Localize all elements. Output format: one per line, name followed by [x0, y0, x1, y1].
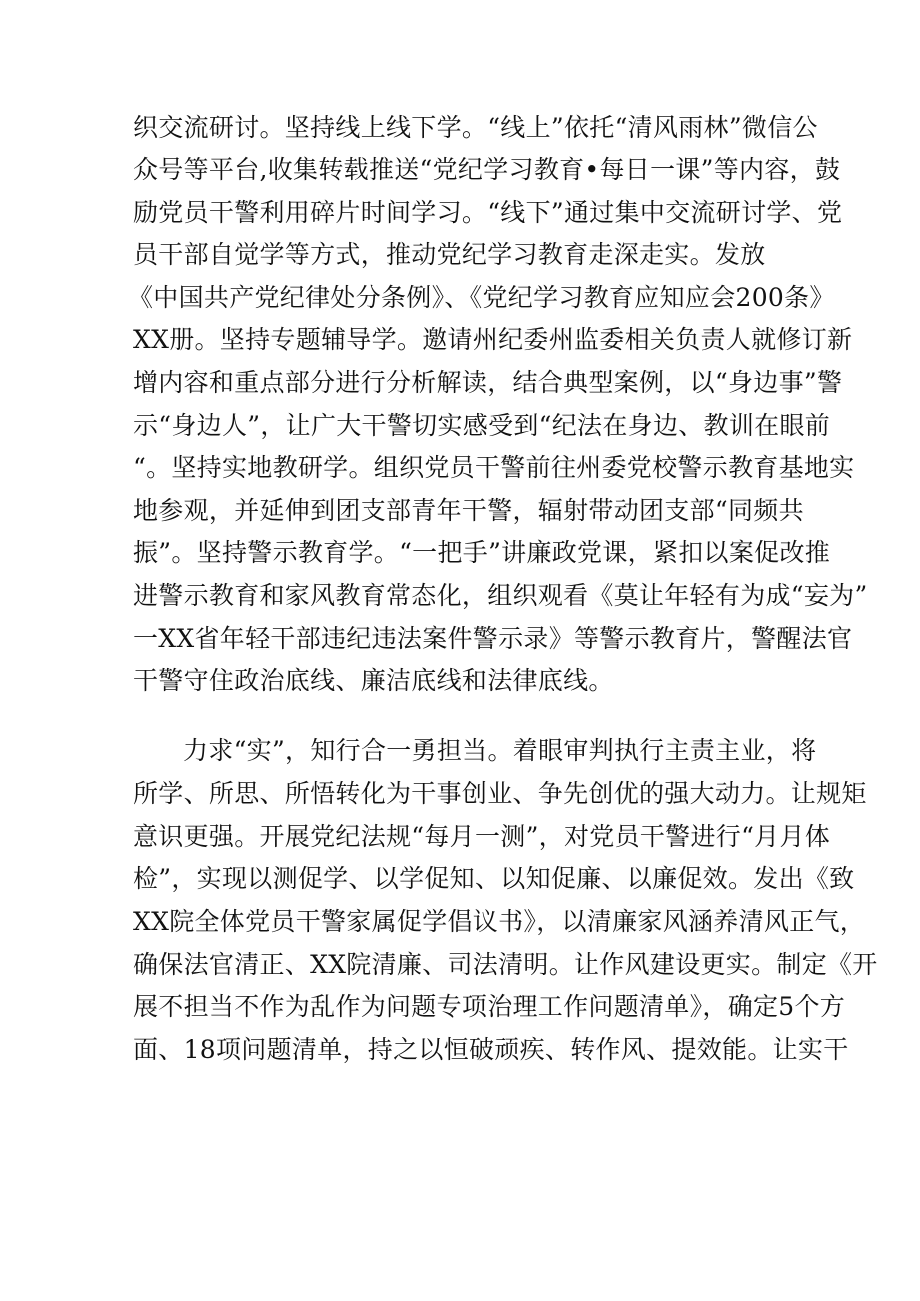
text-line: 励党员干警利用碎片时间学习。“线下”通过集中交流研讨学、党: [133, 198, 843, 227]
text-line: 检”，实现以测促学、以学促知、以知促廉、以廉促效。发出《致: [133, 864, 855, 893]
text-line: 干警守住政治底线、廉洁底线和法律底线。: [133, 666, 614, 695]
text-line: 《中国共产党纪律处分条例》、《党纪学习教育应知应会200条》: [128, 283, 835, 312]
text-line: 示“身边人”，让广大干警切实感受到“纪法在身边、教训在眼前: [133, 411, 831, 440]
text-line: XX册。坚持专题辅导学。邀请州纪委州监委相关负责人就修订新: [133, 325, 853, 354]
text-line: XX院全体党员干警家属促学倡议书》，以清廉家风涵养清风正气，: [133, 907, 866, 936]
text-line: “。坚持实地教研学。组织党员干警前往州委党校警示教育基地实: [133, 453, 855, 482]
text-line: 众号等平台,收集转载推送“党纪学习教育•每日一课”等内容，鼓: [133, 155, 841, 184]
text-line: 织交流研讨。坚持线上线下学。“线上”依托“清风雨林”微信公: [133, 113, 818, 142]
text-line: 意识更强。开展党纪法规“每月一测”，对党员干警进行“月月体: [133, 822, 831, 851]
text-line: 员干部自觉学等方式，推动党纪学习教育走深走实。发放: [133, 240, 766, 269]
text-line: 展不担当不作为乱作为问题专项治理工作问题清单》，确定5个方: [133, 992, 846, 1021]
text-line: 地参观，并延伸到团支部青年干警，辐射带动团支部“同频共: [133, 496, 804, 525]
paragraph-first-line: 力求“实”，知行合一勇担当。着眼审判执行主责主业，将: [183, 736, 817, 765]
text-line: 一XX省年轻干部违纪违法案件警示录》等警示教育片，警醒法官: [133, 624, 853, 653]
text-line: 确保法官清正、XX院清廉、司法清明。让作风建设更实。制定《开: [133, 950, 878, 979]
text-line: 进警示教育和家风教育常态化，组织观看《莫让年轻有为成“妄为”: [133, 581, 868, 610]
text-line: 增内容和重点部分进行分析解读，结合典型案例，以“身边事”警: [133, 368, 843, 397]
text-line: 振”。坚持警示教育学。“一把手”讲廉政党课，紧扣以案促改推: [133, 538, 831, 567]
text-line: 所学、所思、所悟转化为干事创业、争先创优的强大动力。让规矩: [133, 779, 867, 808]
text-line: 面、18项问题清单，持之以恒破顽疾、转作风、提效能。让实干: [133, 1035, 849, 1064]
